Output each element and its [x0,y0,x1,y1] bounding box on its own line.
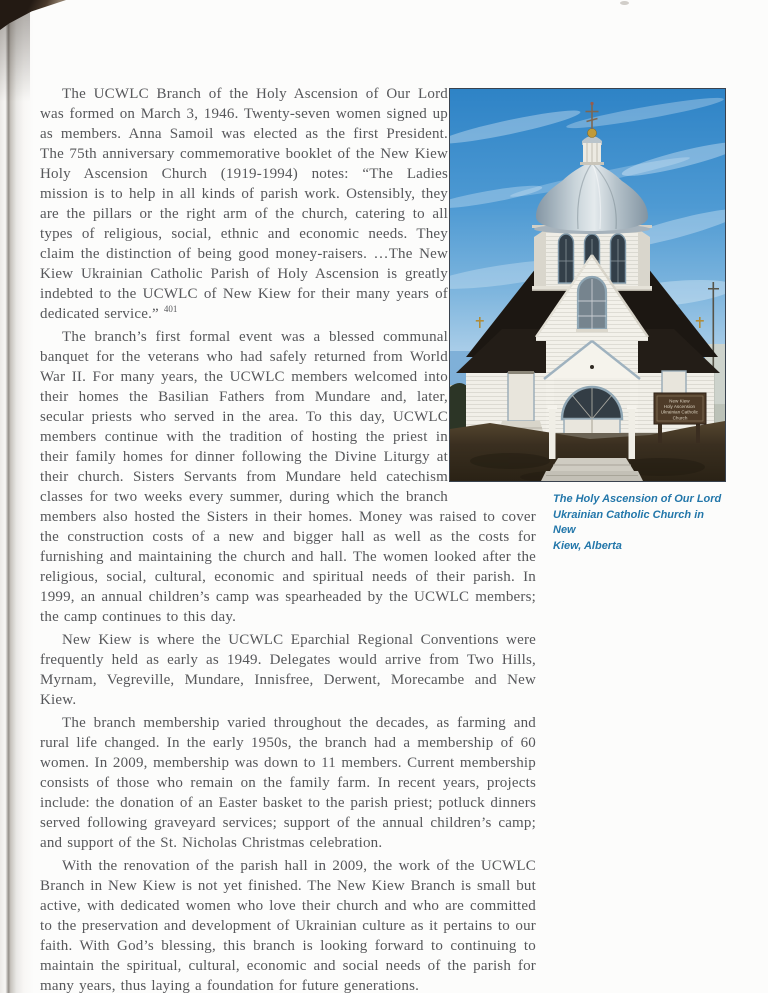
gold-ball [588,129,597,138]
paragraph-text: The branch membership varied throughout the decades, as farming and rural life changed. In the early 1950s, the branch had a membership of 60 women. In 2009, membership was down to 11 members. Current membership consists of those who remain on the family farm. In recent years, projects include: the donation of an Easter basket to the parish priest; potluck dinners served following graveyard services; support of the annual children’s camp; and support of the St. Nicholas Christmas celebration. [40,715,536,851]
book-spine-edge [0,0,34,993]
sign-text: New Kiew Holy Ascension Ukrainian Catholic Church [660,398,698,421]
gable-window [576,277,608,332]
paragraph [40,713,536,853]
caption-line: Kiew, Alberta [553,539,622,552]
church-photo [449,88,726,482]
footnote-reference: 401 [163,304,178,314]
photo-caption [553,492,725,554]
scan-speck [620,1,629,5]
paragraph-text: The UCWLC Branch of the Holy Ascension of Our Lord was formed on March 3, 1946. Twenty-seven women signed up as members. Anna Samoil was elected as the first President. The 75th anniversary commemorative booklet of the New Kiew Holy Ascension Church (1919-1994) notes: “The Ladies mission is to help in all kinds of parish work. Ostensibly, they are the pillars or the right arm of the church, catering to all types of religious, social, ethnic and economic needs. They claim the distinction of being good money-raisers. …The New Kiew Ukrainian Catholic Parish of Holy Ascension is greatly indebted to the UCWLC of New Kiew for their many years of dedicated service.” [40,86,448,322]
paragraph-text: New Kiew is where the UCWLC Eparchial Regional Conventions were frequently held as early as 1949. Delegates would arrive from Two Hills, Myrnam, Vegreville, Mundare, Innisfree, Derwent, Morecambe and New Kiew. [40,632,536,708]
lantern [580,136,604,165]
caption-line: Ukrainian Catholic Church in New [553,508,704,536]
paragraph [40,856,536,993]
caption-line: The Holy Ascension of Our Lord [553,493,722,505]
paragraph-text: With the renovation of the parish hall in 2009, the work of the UCWLC Branch in New Kiew is not yet finished. The New Kiew Branch is small but active, with dedicated women who love their church and who are committed to the preservation and development of Ukrainian culture as it pertains to our faith. With God’s blessing, this branch is looking forward to continuing to maintain the spiritual, cultural, economic and social needs of the parish for many years, thus laying a foundation for future generations. [40,858,536,993]
paragraph-text: The branch’s first formal event was a blessed communal banquet for the veterans who had safely returned from World War II. For many years, the UCWLC members welcomed into their homes the Basilian Fathers from Mundare and, later, secular priests who served in the area. To this day, UCWLC members continue with the tradition of hosting the priest in their family homes for dinner following the Divine Liturgy at their church. Sisters Servants from Mundare held catechism classes for two weeks every summer, during which the branch members also hosted the Sisters in their homes. Money was raised to cover the construction costs of a new and bigger hall as well as the costs for furnishing and maintaining the church and hall. The women looked after the religious, social, cultural, economic and spiritual needs of their parish. In 1999, an annual children’s camp was spearheaded by the UCWLC members; the camp continues to this day. [40,329,536,625]
cross-tip [590,102,593,105]
paragraph [40,630,536,710]
